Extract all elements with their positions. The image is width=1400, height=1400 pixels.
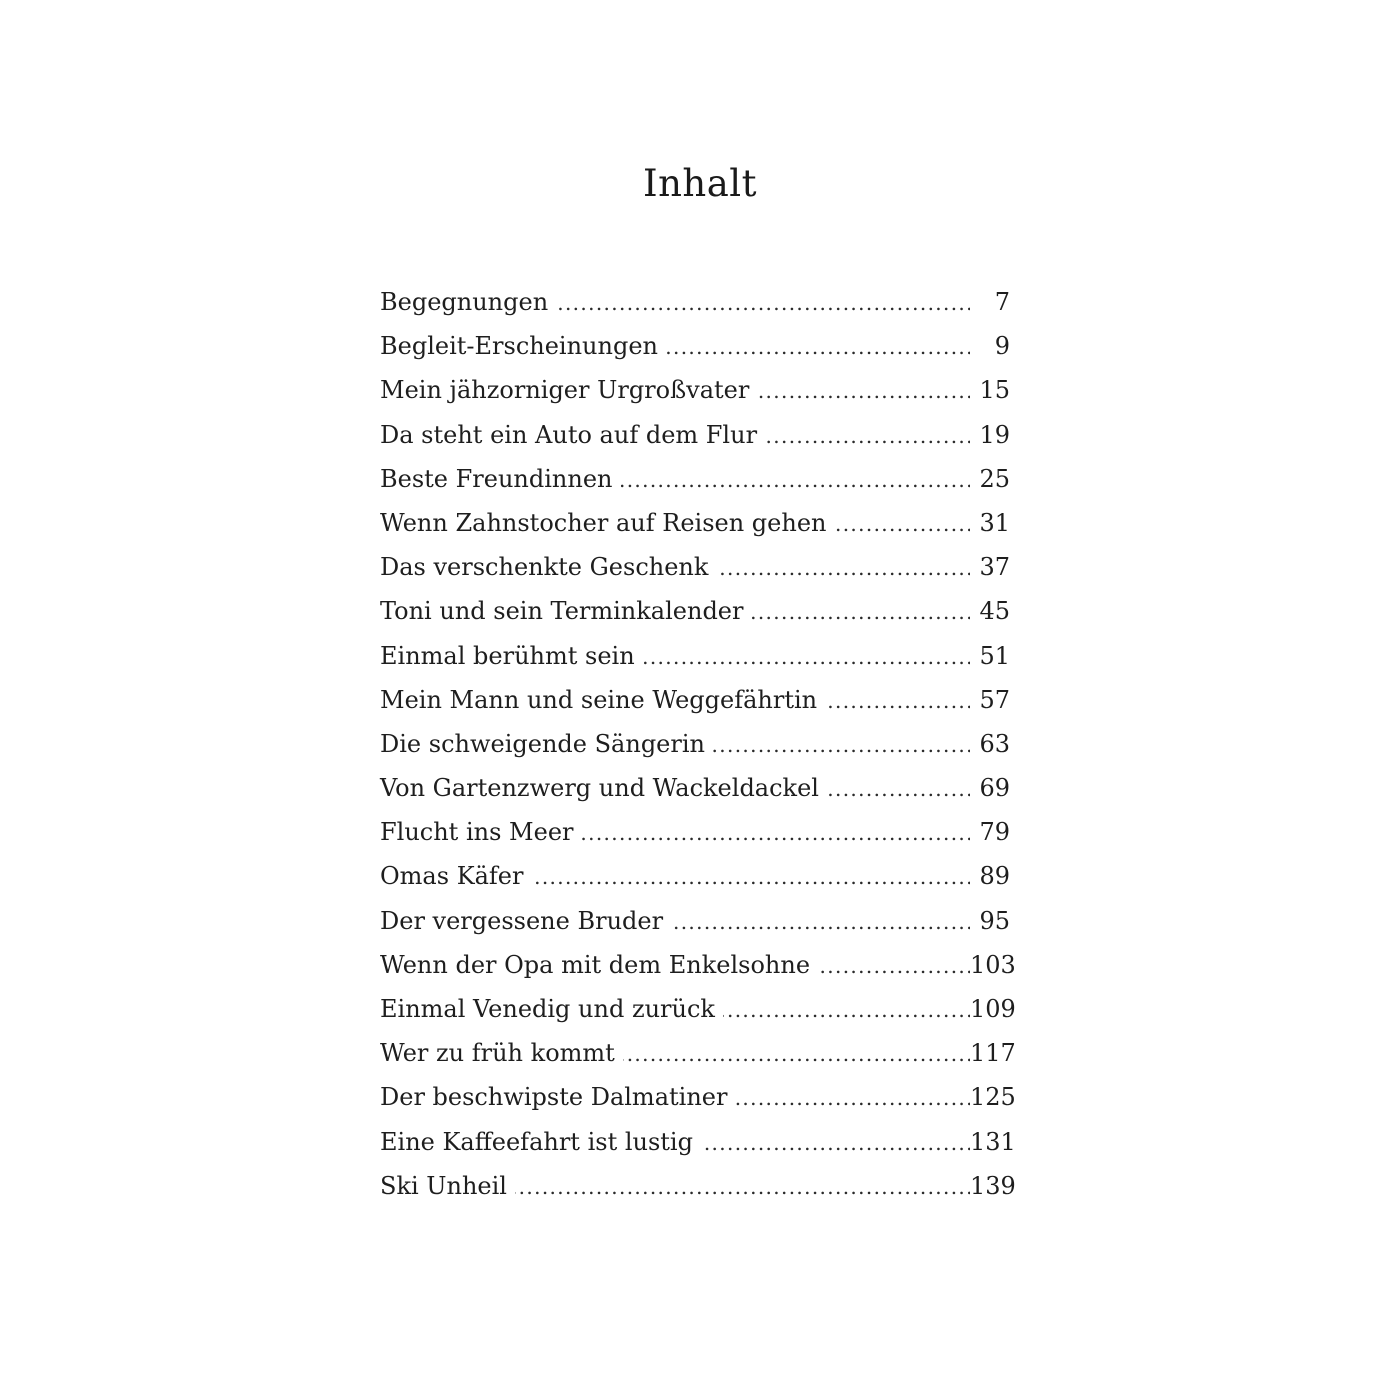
entry-title: Flucht ins Meer <box>380 810 582 854</box>
toc-entry <box>380 589 1010 633</box>
entry-title: Wenn der Opa mit dem Enkelsohne <box>380 943 818 987</box>
entry-title: Der beschwipste Dalmatiner <box>380 1075 735 1119</box>
toc-entry <box>380 722 1010 766</box>
entry-title: Ski Unheil <box>380 1164 515 1208</box>
toc-entry <box>380 987 1016 1031</box>
toc-entry <box>380 1120 1016 1164</box>
toc-entry <box>380 854 1010 898</box>
entry-page-number: 7 <box>970 280 1010 324</box>
toc-entry <box>380 634 1010 678</box>
entry-page-number: 79 <box>970 810 1010 854</box>
toc-entry <box>380 1164 1016 1208</box>
entry-title: Von Gartenzwerg und Wackeldackel <box>380 766 827 810</box>
entry-title: Einmal berühmt sein <box>380 634 643 678</box>
page-title: Inhalt <box>642 162 758 205</box>
entry-page-number: 131 <box>970 1120 1010 1164</box>
dot-leader <box>757 369 970 413</box>
entry-page-number: 19 <box>970 413 1010 457</box>
entry-page-number: 25 <box>970 457 1010 501</box>
toc-entry <box>380 413 1010 457</box>
entry-page-number: 63 <box>970 722 1010 766</box>
entry-page-number: 117 <box>970 1031 1010 1075</box>
dot-leader <box>834 502 970 546</box>
toc-entry <box>380 368 1010 412</box>
toc-entry <box>380 943 1016 987</box>
entry-title: Toni und sein Terminkalender <box>380 589 751 633</box>
toc-entry <box>380 678 1010 722</box>
entry-page-number: 15 <box>970 368 1010 412</box>
dot-leader <box>556 281 970 325</box>
entry-page-number: 69 <box>970 766 1010 810</box>
entry-title: Der vergessene Bruder <box>380 899 671 943</box>
toc-entry <box>380 899 1010 943</box>
entry-page-number: 139 <box>970 1164 1010 1208</box>
dot-leader <box>531 855 970 899</box>
entry-title: Da steht ein Auto auf dem Flur <box>380 413 765 457</box>
dot-leader <box>818 944 970 988</box>
entry-page-number: 37 <box>970 545 1010 589</box>
dot-leader <box>621 458 971 502</box>
entry-page-number: 9 <box>970 324 1010 368</box>
dot-leader <box>825 679 970 723</box>
toc-entry <box>380 766 1010 810</box>
dot-leader <box>666 325 970 369</box>
toc-entry <box>380 810 1010 854</box>
entry-title: Mein Mann und seine Weggefährtin <box>380 678 825 722</box>
toc-entry <box>380 1031 1016 1075</box>
entry-page-number: 31 <box>970 501 1010 545</box>
table-of-contents <box>380 280 1016 1208</box>
toc-entry <box>380 1075 1016 1119</box>
entry-title: Eine Kaffeefahrt ist lustig <box>380 1120 701 1164</box>
entry-title: Beste Freundinnen <box>380 457 621 501</box>
entry-page-number: 125 <box>970 1075 1010 1119</box>
dot-leader <box>671 900 970 944</box>
entry-title: Wenn Zahnstocher auf Reisen gehen <box>380 501 834 545</box>
dot-leader <box>723 988 970 1032</box>
dot-leader <box>582 811 971 855</box>
toc-entry <box>380 324 1010 368</box>
entry-page-number: 103 <box>970 943 1010 987</box>
dot-leader <box>515 1165 970 1209</box>
toc-entry <box>380 545 1010 589</box>
entry-title: Wer zu früh kommt <box>380 1031 623 1075</box>
dot-leader <box>765 414 970 458</box>
entry-title: Begegnungen <box>380 280 556 324</box>
dot-leader <box>713 723 970 767</box>
toc-entry <box>380 280 1010 324</box>
entry-title: Einmal Venedig und zurück <box>380 987 723 1031</box>
entry-page-number: 89 <box>970 854 1010 898</box>
entry-page-number: 95 <box>970 899 1010 943</box>
entry-title: Begleit-Erscheinungen <box>380 324 666 368</box>
dot-leader <box>827 767 970 811</box>
entry-title: Das verschenkte Geschenk <box>380 545 716 589</box>
dot-leader <box>623 1032 970 1076</box>
dot-leader <box>701 1121 970 1165</box>
dot-leader <box>751 590 970 634</box>
toc-entry <box>380 501 1010 545</box>
entry-title: Die schweigende Sängerin <box>380 722 713 766</box>
entry-page-number: 109 <box>970 987 1010 1031</box>
dot-leader <box>735 1076 970 1120</box>
entry-page-number: 51 <box>970 634 1010 678</box>
toc-entry <box>380 457 1010 501</box>
entry-title: Omas Käfer <box>380 854 531 898</box>
entry-page-number: 45 <box>970 589 1010 633</box>
dot-leader <box>716 546 970 590</box>
entry-title: Mein jähzorniger Urgroßvater <box>380 368 757 412</box>
dot-leader <box>643 635 970 679</box>
entry-page-number: 57 <box>970 678 1010 722</box>
